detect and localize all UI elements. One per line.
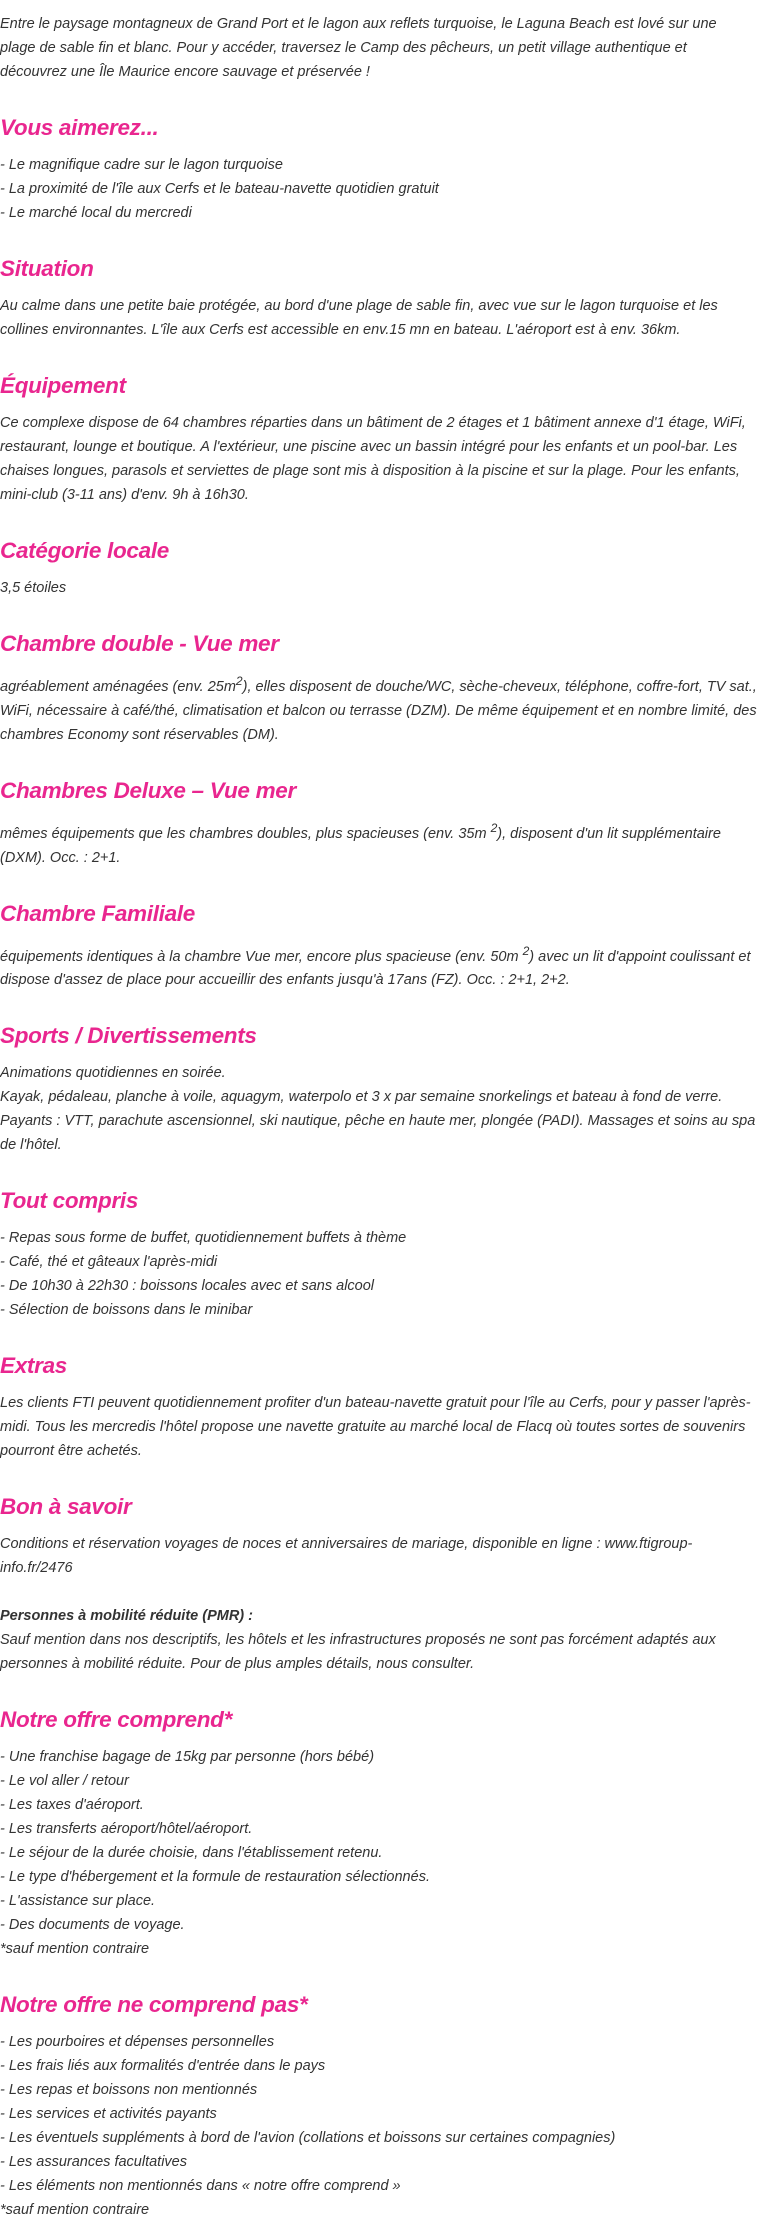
section-title-categorie: Catégorie locale — [0, 538, 170, 563]
sports-line: Payants : VTT, parachute ascensionnel, ski nautique, pêche en haute mer, plongée (PADI). Massages et soins au spa de l'hôtel. — [0, 1113, 756, 1154]
list-item: - Les éventuels suppléments à bord de l'avion (collations et boissons sur certaines compagnies) — [0, 2130, 616, 2147]
list-item: - Les frais liés aux formalités d'entrée dans le pays — [0, 2058, 326, 2075]
section-title-equipement: Équipement — [0, 373, 126, 398]
section-tout-compris — [0, 1186, 758, 1322]
text-part: ), disposent d'un lit supplémentaire (DXM). Occ. : 2+1. — [0, 825, 721, 866]
text-part: agréablement aménagées (env. 25m — [0, 678, 236, 695]
list-item: - Le magnifique cadre sur le lagon turquoise — [0, 157, 283, 173]
vous-aimerez-list — [0, 153, 758, 225]
pmr-text: Sauf mention dans nos descriptifs, les hôtels et les infrastructures proposés ne sont pas forcément adaptés aux personnes à mobilité réduite. Pour de plus amples détails, nous consulter. — [0, 1632, 716, 1673]
offre-comprend-list — [0, 1745, 758, 1937]
superscript: 2 — [490, 820, 498, 835]
hotel-description-page — [0, 12, 758, 2222]
offre-ne-comprend-pas-note: *sauf mention contraire — [0, 2202, 150, 2219]
section-offre-comprend — [0, 1705, 758, 1961]
section-title-offre-comprend: Notre offre comprend* — [0, 1707, 233, 1733]
list-item: - Le séjour de la durée choisie, dans l'établissement retenu. — [0, 1845, 383, 1862]
offre-ne-comprend-pas-list — [0, 2030, 758, 2198]
situation-text: Au calme dans une petite baie protégée, au bord d'une plage de sable fin, avec vue sur le lagon turquoise et les collines environnantes. L'île aux Cerfs est accessible en env.15 mn en bateau. L'aéroport est à env. 36km. — [0, 298, 718, 338]
section-categorie — [0, 536, 758, 600]
list-item: - La proximité de l'île aux Cerfs et le bateau-navette quotidien gratuit — [0, 181, 439, 197]
section-sports — [0, 1021, 758, 1157]
list-item: - Les services et activités payants — [0, 2106, 217, 2123]
section-situation — [0, 254, 758, 342]
section-chambre-double — [0, 629, 758, 747]
list-item: - Le vol aller / retour — [0, 1773, 129, 1790]
superscript: 2 — [522, 943, 530, 958]
section-chambre-deluxe — [0, 776, 758, 870]
list-item: - Les pourboires et dépenses personnelles — [0, 2034, 275, 2051]
tout-compris-list — [0, 1226, 758, 1322]
section-title-chambre-double: Chambre double - Vue mer — [0, 631, 279, 656]
text-part: mêmes équipements que les chambres doubles, plus spacieuses (env. 35m — [0, 825, 491, 842]
section-title-situation: Situation — [0, 256, 94, 281]
equipement-text: Ce complexe dispose de 64 chambres réparties dans un bâtiment de 2 étages et 1 bâtiment annexe d'1 étage, WiFi, restaurant, lounge et boutique. A l'extérieur, une piscine avec un bassin intégré pour les enfants et un pool-bar. Les chaises longues, parasols et serviettes de plage sont mis à disposition à la piscine et sur la plage. Pour les enfants, mini-club (3-11 ans) d'env. 9h à 16h30. — [0, 415, 746, 503]
section-bon-a-savoir — [0, 1492, 758, 1676]
intro-text: Entre le paysage montagneux de Grand Port et le lagon aux reflets turquoise, le Laguna Beach est lové sur une plage de sable fin et blanc. Pour y accéder, traversez le Camp des pêcheurs, un petit village authentique et découvrez une Île Maurice encore sauvage et préservée ! — [0, 16, 717, 80]
chambre-deluxe-text — [0, 816, 758, 870]
section-title-bon-a-savoir: Bon à savoir — [0, 1494, 132, 1520]
list-item: - Les transferts aéroport/hôtel/aéroport. — [0, 1821, 253, 1838]
sports-line: Animations quotidiennes en soirée. — [0, 1065, 226, 1082]
section-offre-ne-comprend-pas — [0, 1990, 758, 2222]
section-vous-aimerez — [0, 113, 758, 225]
list-item: - Des documents de voyage. — [0, 1917, 185, 1934]
section-extras — [0, 1351, 758, 1463]
section-title-extras: Extras — [0, 1353, 67, 1379]
text-part: ), elles disposent de douche/WC, sèche-cheveux, téléphone, coffre-fort, TV sat., WiFi, nécessaire à café/thé, climatisation et balcon ou terrasse (DZM). De même équipement et en nombre limité, des chambres Economy sont réservables (DM). — [0, 678, 757, 743]
section-title-chambre-deluxe: Chambres Deluxe – Vue mer — [0, 777, 296, 803]
categorie-text: 3,5 étoiles — [0, 580, 67, 596]
list-item: - Les repas et boissons non mentionnés — [0, 2082, 258, 2099]
list-item: - Café, thé et gâteaux l'après-midi — [0, 1254, 218, 1271]
chambre-familiale-text — [0, 939, 758, 993]
text-part: équipements identiques à la chambre Vue mer, encore plus spacieuse (env. 50m — [0, 948, 523, 965]
pmr-block — [0, 1604, 758, 1676]
list-item: - Les taxes d'aéroport. — [0, 1797, 144, 1814]
list-item: - Le type d'hébergement et la formule de restauration sélectionnés. — [0, 1869, 430, 1886]
section-title-tout-compris: Tout compris — [0, 1188, 139, 1214]
list-item: - Repas sous forme de buffet, quotidiennement buffets à thème — [0, 1230, 407, 1247]
bon-a-savoir-text: Conditions et réservation voyages de noces et anniversaires de mariage, disponible en ligne : www.ftigroup-info.fr/2476 — [0, 1536, 693, 1577]
list-item: - Les éléments non mentionnés dans « notre offre comprend » — [0, 2178, 401, 2195]
pmr-title: Personnes à mobilité réduite (PMR) : — [0, 1608, 253, 1625]
list-item: - Les assurances facultatives — [0, 2154, 187, 2171]
section-equipement — [0, 371, 758, 507]
section-title-offre-ne-comprend-pas: Notre offre ne comprend pas* — [0, 1992, 308, 2018]
text-part: ) avec un lit d'appoint coulissant et dispose d'assez de place pour accueillir des enfants jusqu'à 17ans (FZ). Occ. : 2+1, 2+2. — [0, 948, 751, 989]
list-item: - L'assistance sur place. — [0, 1893, 156, 1910]
offre-comprend-note: *sauf mention contraire — [0, 1941, 150, 1958]
list-item: - Une franchise bagage de 15kg par personne (hors bébé) — [0, 1749, 375, 1766]
chambre-double-text — [0, 669, 758, 747]
list-item: - Sélection de boissons dans le minibar — [0, 1302, 253, 1319]
superscript: 2 — [235, 674, 243, 688]
sports-line: Kayak, pédaleau, planche à voile, aquagym, waterpolo et 3 x par semaine snorkelings et bateau à fond de verre. — [0, 1089, 723, 1106]
extras-text: Les clients FTI peuvent quotidiennement profiter d'un bateau-navette gratuit pour l'île au Cerfs, pour y passer l'après-midi. Tous les mercredis l'hôtel propose une navette gratuite au marché local de Flacq où toutes sortes de souvenirs pourront être achetés. — [0, 1395, 751, 1460]
list-item: - De 10h30 à 22h30 : boissons locales avec et sans alcool — [0, 1278, 375, 1295]
section-chambre-familiale — [0, 899, 758, 993]
section-title-vous-aimerez: Vous aimerez... — [0, 115, 159, 140]
list-item: - Le marché local du mercredi — [0, 205, 192, 221]
section-title-sports: Sports / Divertissements — [0, 1023, 257, 1049]
section-title-chambre-familiale: Chambre Familiale — [0, 900, 195, 926]
